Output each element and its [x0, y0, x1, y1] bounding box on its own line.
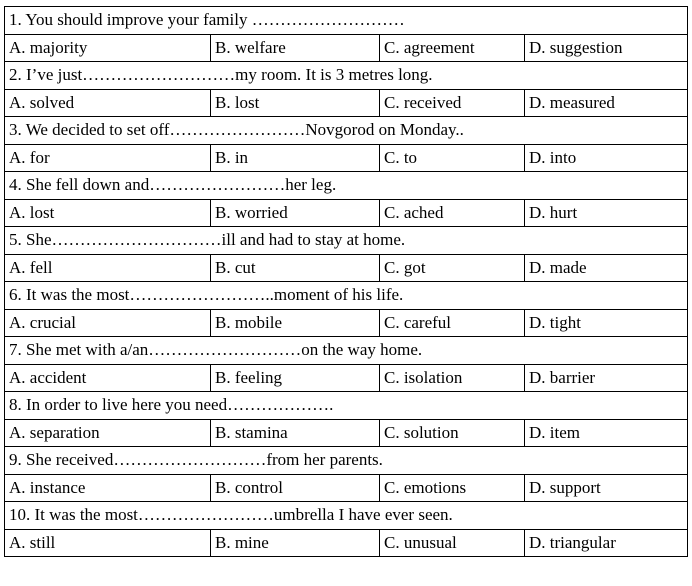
option-c: C. emotions [380, 474, 525, 502]
option-c: C. received [380, 89, 525, 117]
quiz-body [5, 7, 688, 557]
option-d: D. suggestion [525, 34, 688, 62]
question-row [5, 337, 688, 365]
options-row [5, 309, 688, 337]
question-row [5, 117, 688, 145]
option-a: A. instance [5, 474, 211, 502]
option-c: C. careful [380, 309, 525, 337]
question-prompt: 7. She met with a/an………………………on the way home. [5, 337, 688, 365]
option-a: A. fell [5, 254, 211, 282]
option-c: C. got [380, 254, 525, 282]
question-row [5, 282, 688, 310]
option-d: D. into [525, 144, 688, 172]
option-a: A. accident [5, 364, 211, 392]
option-b: B. welfare [211, 34, 380, 62]
question-prompt: 10. It was the most……………………umbrella I have ever seen. [5, 502, 688, 530]
option-a: A. lost [5, 199, 211, 227]
options-row [5, 144, 688, 172]
option-b: B. stamina [211, 419, 380, 447]
option-b: B. worried [211, 199, 380, 227]
option-b: B. control [211, 474, 380, 502]
options-row [5, 474, 688, 502]
option-d: D. tight [525, 309, 688, 337]
question-row [5, 447, 688, 475]
option-c: C. isolation [380, 364, 525, 392]
question-prompt: 6. It was the most……………………..moment of his life. [5, 282, 688, 310]
option-c: C. ached [380, 199, 525, 227]
option-a: A. majority [5, 34, 211, 62]
question-prompt: 5. She…………………………ill and had to stay at home. [5, 227, 688, 255]
option-a: A. solved [5, 89, 211, 117]
question-prompt: 1. You should improve your family ……………………… [5, 7, 688, 35]
options-row [5, 89, 688, 117]
option-b: B. lost [211, 89, 380, 117]
options-row [5, 529, 688, 557]
options-row [5, 199, 688, 227]
question-row [5, 7, 688, 35]
option-b: B. feeling [211, 364, 380, 392]
options-row [5, 364, 688, 392]
options-row [5, 34, 688, 62]
question-row [5, 392, 688, 420]
option-c: C. agreement [380, 34, 525, 62]
question-prompt: 2. I’ve just………………………my room. It is 3 metres long. [5, 62, 688, 90]
option-a: A. for [5, 144, 211, 172]
option-b: B. cut [211, 254, 380, 282]
question-row [5, 62, 688, 90]
question-prompt: 3. We decided to set off……………………Novgorod on Monday.. [5, 117, 688, 145]
option-c: C. solution [380, 419, 525, 447]
option-b: B. mine [211, 529, 380, 557]
options-row [5, 419, 688, 447]
question-prompt: 9. She received………………………from her parents. [5, 447, 688, 475]
quiz-table [4, 6, 688, 557]
option-c: C. to [380, 144, 525, 172]
option-c: C. unusual [380, 529, 525, 557]
option-b: B. in [211, 144, 380, 172]
option-d: D. barrier [525, 364, 688, 392]
option-a: A. still [5, 529, 211, 557]
option-d: D. support [525, 474, 688, 502]
option-b: B. mobile [211, 309, 380, 337]
question-row [5, 227, 688, 255]
option-d: D. made [525, 254, 688, 282]
question-prompt: 4. She fell down and……………………her leg. [5, 172, 688, 200]
options-row [5, 254, 688, 282]
option-d: D. triangular [525, 529, 688, 557]
question-prompt: 8. In order to live here you need………………. [5, 392, 688, 420]
option-d: D. measured [525, 89, 688, 117]
option-d: D. hurt [525, 199, 688, 227]
question-row [5, 502, 688, 530]
option-d: D. item [525, 419, 688, 447]
question-row [5, 172, 688, 200]
option-a: A. separation [5, 419, 211, 447]
option-a: A. crucial [5, 309, 211, 337]
